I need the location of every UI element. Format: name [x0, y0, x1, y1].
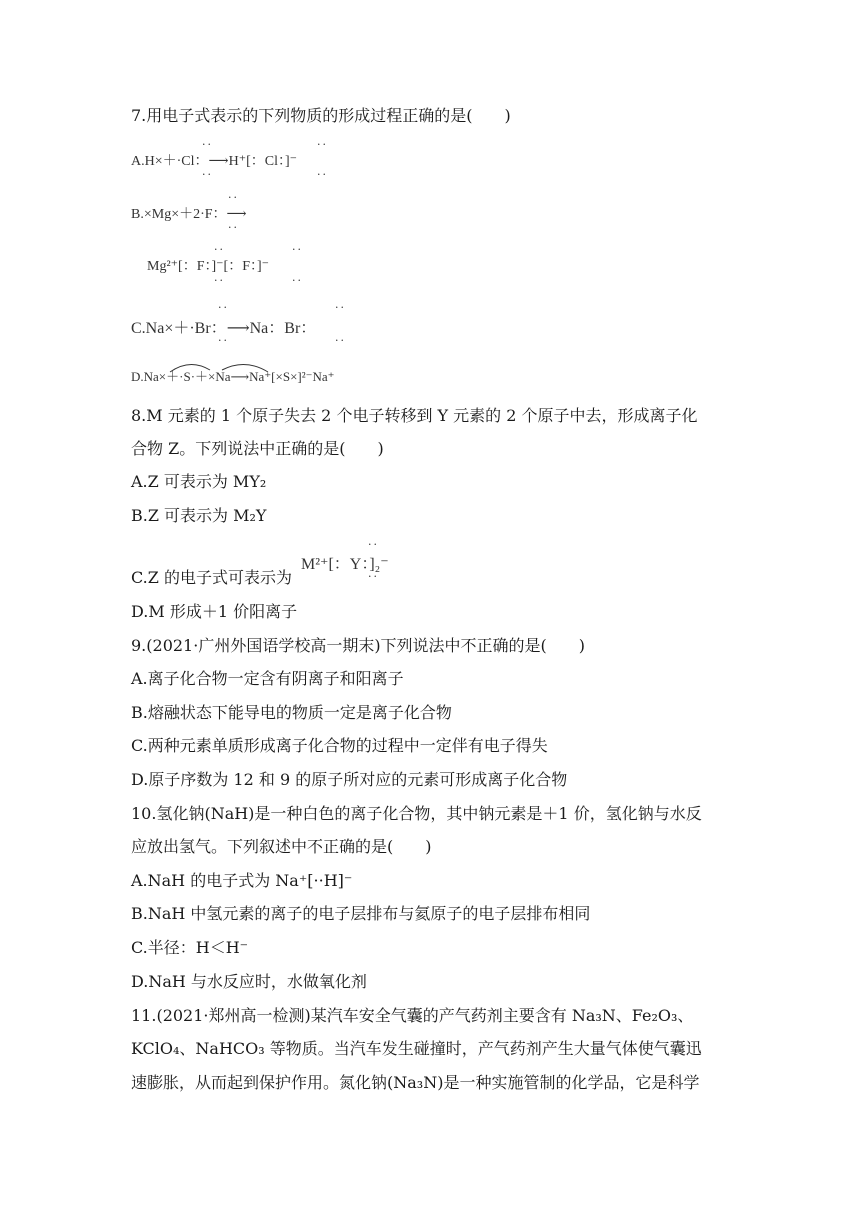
q10-option-b: B.NaH 中氢元素的离子的电子层排布与氦原子的电子层排布相同 — [131, 904, 591, 923]
q8-option-b: B.Z 可表示为 M₂Y — [131, 506, 267, 525]
q8-option-a: A.Z 可表示为 MY₂ — [131, 472, 267, 491]
q8-stem-line1: 8.M 元素的 1 个原子失去 2 个电子转移到 Y 元素的 2 个原子中去，形成离子化 — [131, 406, 698, 425]
q9-option-b: B.熔融状态下能导电的物质一定是离子化合物 — [131, 703, 452, 722]
q10-stem-line1: 10.氢化钠(NaH)是一种白色的离子化合物，其中钠元素是＋1 价，氢化钠与水反 — [131, 804, 702, 823]
q9-option-d: D.原子序数为 12 和 9 的原子所对应的元素可形成离子化合物 — [131, 770, 568, 789]
q11-line2: KClO₄、NaHCO₃ 等物质。当汽车发生碰撞时，产气药剂产生大量气体使气囊迅 — [131, 1039, 702, 1058]
q9-stem: 9.(2021·广州外国语学校高一期末)下列说法中不正确的是( ) — [131, 636, 586, 655]
q8-stem-line2: 合物 Z。下列说法中正确的是( ) — [131, 439, 384, 458]
q9-option-c: C.两种元素单质形成离子化合物的过程中一定伴有电子得失 — [131, 736, 548, 755]
q10-option-c: C.半径：H＜H⁻ — [131, 938, 249, 957]
q10-stem-line2: 应放出氢气。下列叙述中不正确的是( ) — [131, 837, 432, 856]
q9-option-a: A.离子化合物一定含有阴离子和阳离子 — [131, 669, 404, 688]
q8-option-d: D.M 形成＋1 价阳离子 — [131, 602, 298, 621]
q7-stem: 7.用电子式表示的下列物质的形成过程正确的是( ) — [131, 106, 511, 125]
q11-line1: 11.(2021·郑州高一检测)某汽车安全气囊的产气药剂主要含有 Na₃N、Fe₂O₃、 — [131, 1006, 694, 1025]
q8-option-c: C.Z 的电子式可表示为 — [131, 568, 292, 587]
q10-option-d: D.NaH 与水反应时，水做氧化剂 — [131, 972, 367, 991]
q11-line3: 速膨胀，从而起到保护作用。氮化钠(Na₃N)是一种实施管制的化学品，它是科学 — [131, 1073, 700, 1092]
q10-option-a: A.NaH 的电子式为 Na⁺[··H]⁻ — [131, 871, 353, 890]
